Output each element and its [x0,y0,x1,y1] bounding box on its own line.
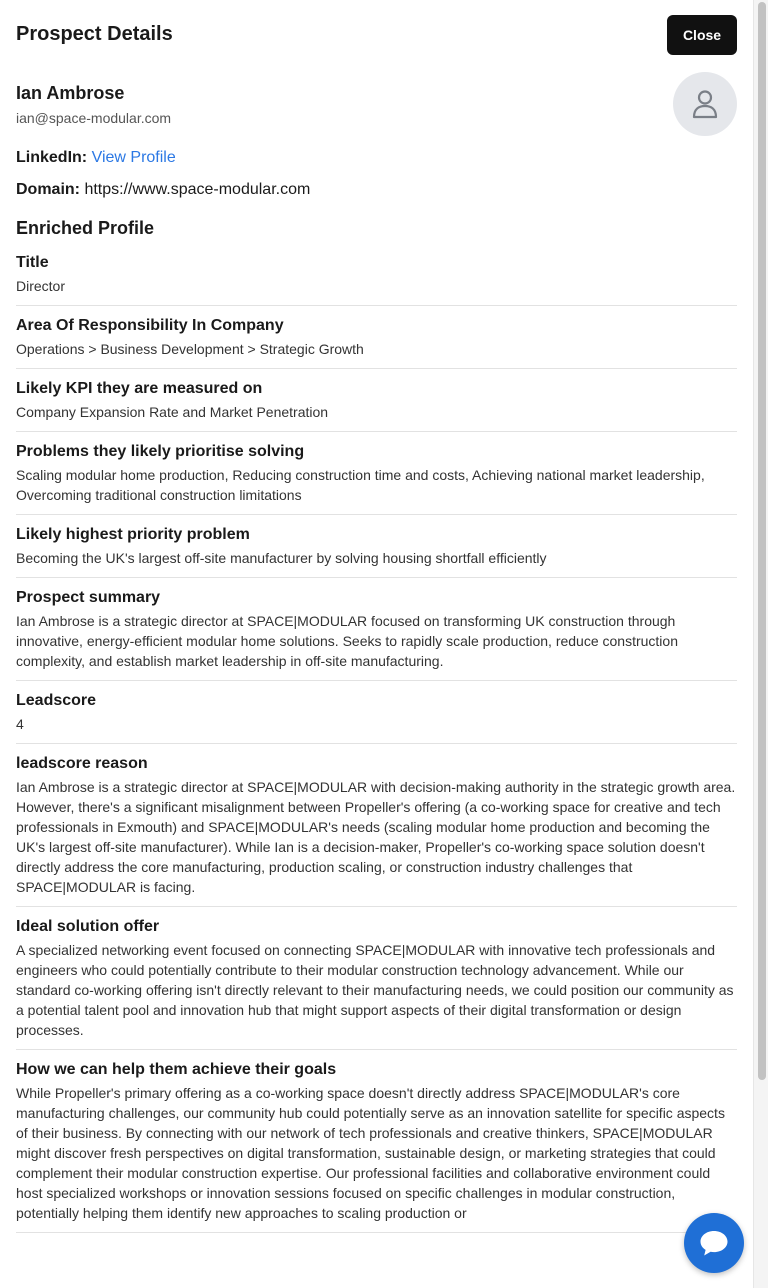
field-leadscore-reason [16,744,737,907]
field-highest-priority-problem [16,515,737,578]
field-label: Ideal solution offer [16,918,160,935]
linkedin-label: LinkedIn: [16,149,88,166]
field-value: While Propeller's primary offering as a co-working space doesn't directly address SPACE|MODULAR's core manufacturing challenges, our community hub could potentially serve as an innovation satellite for specific aspects of their business. By connecting with our network of tech professionals and creative thinkers, SPACE|MODULAR might discover fresh perspectives on digital transformation, sustainable design, or marketing strategies that could complement their modular construction expertise. Our professional facilities and collaborative environment could host specialized workshops or innovation sessions focused on specific challenges in modular construction, potentially helping them identify new approaches to scaling production or [16,1085,725,1221]
field-value: Director [16,278,66,294]
field-label: Prospect summary [16,589,161,606]
prospect-identity [16,70,737,148]
field-title [16,249,737,306]
close-button[interactable]: Close [667,15,737,55]
chat-bubble-icon [699,1229,729,1257]
avatar [673,72,737,136]
scrollbar-thumb[interactable] [758,2,766,1080]
field-label: leadscore reason [16,755,148,772]
field-problems [16,432,737,515]
field-label: Problems they likely prioritise solving [16,443,305,460]
field-value: Scaling modular home production, Reducing construction time and costs, Achieving national market leadership, Overcoming traditional construction limitations [16,467,705,503]
prospect-email: ian@space-modular.com [16,110,172,126]
field-label: Title [16,254,49,271]
domain-value: https://www.space-modular.com [84,181,311,198]
page-title: Prospect Details [16,23,173,45]
field-label: Leadscore [16,692,97,709]
vertical-scrollbar[interactable] [753,0,768,1288]
field-ideal-solution-offer [16,907,737,1050]
linkedin-row [16,148,737,168]
field-label: Likely highest priority problem [16,526,250,543]
field-value: Ian Ambrose is a strategic director at SPACE|MODULAR with decision-making authority in the strategic growth area. However, there's a significant misalignment between Propeller's offering (a co-working space for creative and tech professionals in Exmouth) and SPACE|MODULAR's needs (scaling modular home production and becoming the UK's largest off-site manufacturer). While Ian is a decision-maker, Propeller's co-working space solution doesn't directly address the core manufacturing, production scaling, or construction industry challenges that SPACE|MODULAR is facing. [16,779,736,895]
field-likely-kpi [16,369,737,432]
user-icon [692,89,718,119]
field-area-of-responsibility [16,306,737,369]
domain-row [16,180,737,200]
prospect-name: Ian Ambrose [16,83,125,103]
field-value: A specialized networking event focused on connecting SPACE|MODULAR with innovative tech professionals and engineers who could potentially contribute to their modular construction technology advancement. While our standard co-working offering isn't directly relevant to their manufacturing needs, we could position our community as a potential talent pool and innovation hub that might support aspects of their digital transformation or design processes. [16,942,734,1038]
chat-launcher-button[interactable] [684,1213,744,1273]
field-value: Becoming the UK's largest off-site manufacturer by solving housing shortfall efficiently [16,550,547,566]
field-value: Operations > Business Development > Strategic Growth [16,341,364,357]
field-value: 4 [16,716,24,732]
field-label: Area Of Responsibility In Company [16,317,284,334]
field-leadscore [16,681,737,744]
enriched-profile-title: Enriched Profile [16,218,155,238]
enriched-fields [16,249,737,1233]
linkedin-link[interactable]: View Profile [91,149,176,166]
domain-label: Domain: [16,181,80,198]
field-value: Ian Ambrose is a strategic director at SPACE|MODULAR focused on transforming UK construction through innovative, energy-efficient modular home solutions. Seeks to rapidly scale production, reduce construction complexity, and establish market leadership in off-site manufacturing. [16,613,678,669]
field-how-we-can-help [16,1050,737,1233]
field-value: Company Expansion Rate and Market Penetration [16,404,329,420]
field-prospect-summary [16,578,737,681]
panel-header [16,0,737,70]
field-label: Likely KPI they are measured on [16,380,263,397]
field-label: How we can help them achieve their goals [16,1061,337,1078]
